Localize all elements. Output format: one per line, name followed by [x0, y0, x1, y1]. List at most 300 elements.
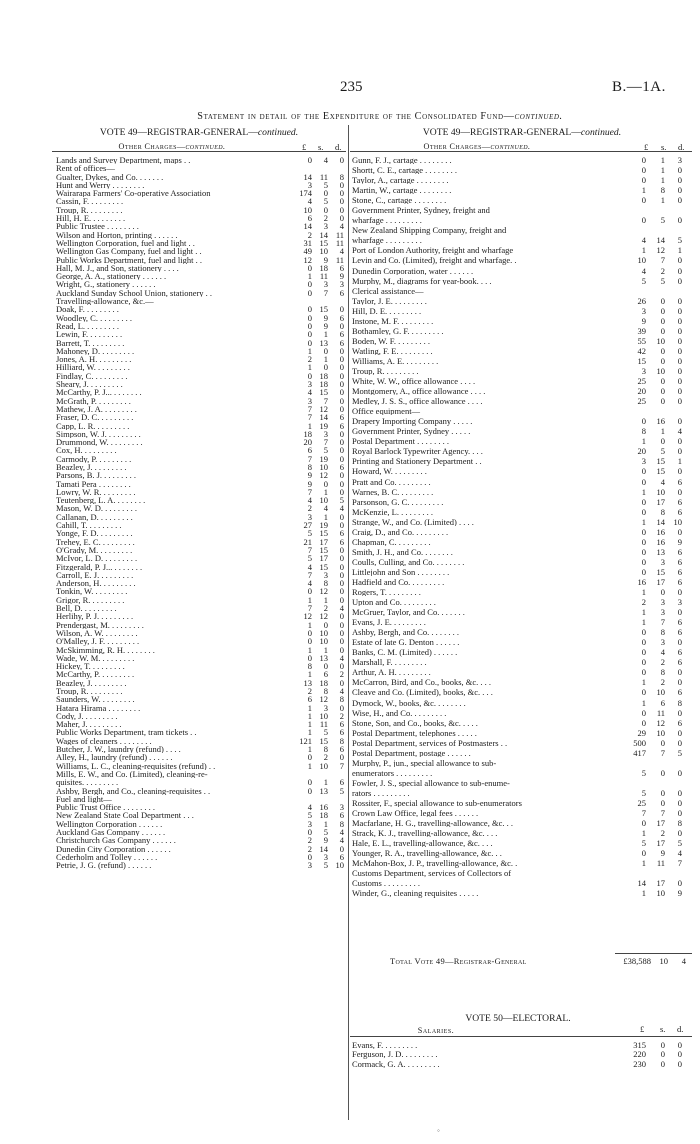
ledger-shillings: 4 — [660, 647, 665, 658]
ledger-row — [56, 455, 346, 463]
ledger-row — [352, 156, 690, 166]
ledger-row — [352, 558, 690, 568]
ledger-shillings: 8 — [323, 744, 328, 755]
ledger-pounds: 14 — [303, 221, 312, 232]
ledger-pounds: 13 — [303, 677, 312, 688]
ledger-row — [56, 189, 346, 197]
ledger-shillings: 12 — [656, 717, 665, 728]
ledger-row — [56, 280, 346, 288]
ledger-pounds: 2 — [641, 597, 646, 608]
ledger-pounds: 29 — [637, 727, 646, 738]
ledger-pounds: 10 — [637, 255, 646, 266]
ledger-pence: 6 — [677, 566, 682, 577]
ledger-pounds: 8 — [641, 426, 646, 437]
ledger-description: Stone, C., cartage . . . . . . . . — [352, 196, 447, 205]
ledger-pence: 6 — [677, 647, 682, 658]
ledger-shillings: 15 — [319, 544, 328, 555]
ledger-shillings: 5 — [323, 727, 328, 738]
ledger-pounds: 500 — [633, 737, 646, 748]
ledger-pence: 4 — [339, 686, 344, 696]
ledger-pence: 6 — [677, 717, 682, 728]
ledger-pence: 0 — [339, 594, 344, 605]
ledger-shillings: 17 — [319, 553, 328, 564]
ledger-shillings: 1 — [323, 594, 328, 605]
ledger-row — [352, 859, 690, 869]
ledger-pence: 0 — [339, 644, 344, 655]
ledger-shillings: 10 — [656, 687, 665, 698]
ledger-description: Yonge, F. D. . . . . . . . . — [56, 529, 133, 538]
ledger-description: enumerators . . . . . . . . . — [352, 768, 433, 778]
ledger-description: Crown Law Office, legal fees . . . . . . — [352, 809, 479, 818]
ledger-description: Drummond, W. . . . . . . . . — [56, 438, 143, 447]
ledger-row — [352, 457, 690, 467]
ledger-description: Wairarapa Farmers' Co-operative Association — [56, 189, 211, 198]
ledger-pence: 0 — [677, 767, 682, 778]
ledger-pounds: 2 — [307, 843, 312, 854]
ledger-shillings: 0 — [660, 325, 665, 336]
ledger-shillings: 0 — [660, 386, 665, 397]
ledger-row — [352, 277, 690, 287]
ledger-description: Herlihy, P. J. . . . . . . . . — [56, 612, 134, 621]
ledger-shillings: 10 — [656, 365, 665, 376]
left-shillings-head: s. — [318, 142, 324, 152]
ledger-pounds: 7 — [307, 412, 312, 423]
ledger-row — [56, 695, 346, 703]
right-pounds-head: £ — [644, 142, 649, 152]
ledger-pounds: 1 — [307, 719, 312, 730]
ledger-row — [352, 548, 690, 558]
ledger-pence: 0 — [677, 396, 682, 407]
ledger-pence: 0 — [339, 354, 344, 365]
ledger-pence: 5 — [677, 838, 682, 849]
ledger-pounds: 8 — [307, 461, 312, 472]
ledger-row — [56, 504, 346, 512]
ledger-description: quisites. . . . . . . . . — [56, 778, 119, 787]
ledger-shillings: 11 — [319, 271, 328, 282]
ledger-row — [56, 778, 346, 786]
ledger-shillings: 9 — [323, 835, 328, 846]
ledger-pounds: 0 — [641, 556, 646, 567]
ledger-pounds: 0 — [641, 848, 646, 859]
ledger-pounds: 121 — [299, 735, 312, 746]
ledger-description: Fitzgerald, P. J... . . . . . . . — [56, 562, 143, 571]
ledger-shillings: 0 — [660, 737, 665, 748]
ledger-row — [56, 836, 346, 844]
ledger-pence: 4 — [677, 848, 682, 859]
ledger-description: Younger, R. A., travelling-allowance, &c. . . — [352, 849, 502, 858]
ledger-description: Murphy, M., diagrams for year-book. . . . — [352, 276, 492, 285]
ledger-pounds: 0 — [641, 717, 646, 728]
ledger-row — [352, 829, 690, 839]
right-subheading-text: Other Charges— — [423, 142, 491, 151]
ledger-shillings: 17 — [656, 496, 665, 507]
ledger-row — [352, 186, 690, 196]
ledger-row — [352, 628, 690, 638]
ledger-pounds: 1 — [307, 644, 312, 655]
ledger-shillings: 3 — [660, 607, 665, 618]
ledger-shillings: 2 — [660, 265, 665, 276]
ledger-pounds: 174 — [299, 188, 312, 199]
ledger-pounds: 0 — [641, 506, 646, 517]
ledger-pounds: 3 — [307, 511, 312, 522]
ledger-shillings: 1 — [660, 155, 665, 165]
ledger-shillings: 9 — [323, 320, 328, 331]
ledger-pounds: 0 — [641, 667, 646, 678]
ledger-pounds: 4 — [307, 495, 312, 506]
ledger-pounds: 6 — [307, 694, 312, 705]
ledger-pence: 7 — [677, 858, 682, 869]
ledger-pounds: 7 — [641, 808, 646, 819]
ledger-pence: 6 — [677, 496, 682, 507]
ledger-description: Royal Barlock Typewriter Agency. . . . — [352, 447, 483, 456]
ledger-row — [352, 668, 690, 678]
ledger-description: Ashby, Bergh, and Co. . . . . . . . — [352, 628, 459, 637]
ledger-shillings: 16 — [319, 802, 328, 813]
ledger-description: Customs Department, services of Collectors of — [352, 869, 512, 878]
ledger-shillings: 7 — [323, 287, 328, 298]
ledger-row — [56, 596, 346, 604]
ledger-pence: 0 — [339, 569, 344, 580]
ledger-row — [352, 759, 690, 769]
ledger-shillings: 3 — [323, 221, 328, 232]
ledger-pounds: 9 — [307, 478, 312, 489]
ledger-description: Read, L. . . . . . . . . — [56, 321, 120, 331]
ledger-row — [56, 488, 346, 496]
ledger-pounds: 0 — [641, 165, 646, 176]
ledger-row — [56, 330, 346, 338]
ledger-description: Lewin, F. . . . . . . . . — [56, 330, 123, 339]
ledger-description: Gualter, Dykes, and Co. . . . . . . — [56, 172, 164, 181]
ledger-pence: 0 — [339, 486, 344, 497]
ledger-pence: 0 — [339, 478, 344, 489]
ledger-row — [56, 753, 346, 761]
ledger-pounds: 1 — [641, 245, 646, 256]
ledger-pence: 3 — [339, 279, 344, 290]
ledger-row — [56, 579, 346, 587]
ledger-pounds: 315 — [633, 1040, 646, 1050]
ledger-description: Williams, L. C., cleaning-requisites (refund) . . — [56, 761, 216, 770]
ledger-shillings: 1 — [660, 426, 665, 437]
ledger-pounds: 4 — [307, 387, 312, 398]
right-ledger — [352, 156, 690, 899]
ledger-description: Wilson, A. W. . . . . . . . . — [56, 628, 138, 638]
ledger-pounds: 3 — [641, 305, 646, 316]
total-line — [346, 956, 690, 966]
ledger-description: New Zealand Shipping Company, freight and — [352, 226, 507, 235]
ledger-pounds: 1 — [307, 744, 312, 755]
ledger-pounds: 1 — [307, 271, 312, 282]
ledger-pence: 4 — [339, 652, 344, 663]
ledger-description: Drapery Importing Company . . . . . — [352, 417, 473, 426]
ledger-pence: 0 — [339, 619, 344, 630]
ledger-row — [56, 745, 346, 753]
ledger-pounds: 0 — [307, 827, 312, 838]
left-subheading-text: Other Charges— — [118, 142, 186, 151]
ledger-shillings: 18 — [319, 379, 328, 390]
ledger-description: McMahon-Box, J. P., travelling-allowance, &c. . — [352, 859, 518, 868]
ledger-pence: 6 — [339, 744, 344, 755]
ledger-row — [56, 197, 346, 205]
ledger-shillings: 1 — [323, 354, 328, 365]
ledger-shillings: 10 — [656, 727, 665, 738]
ledger-row — [352, 397, 690, 407]
ledger-description: McCarron, Bird, and Co., books, &c. . . . — [352, 678, 492, 687]
ledger-shillings: 0 — [660, 587, 665, 598]
ledger-description: Butcher, J. W., laundry (refund) . . . . — [56, 745, 181, 754]
ledger-pence: 0 — [677, 486, 682, 497]
ledger-description: Gunn, F. J., cartage . . . . . . . . — [352, 156, 452, 165]
ledger-pence: 0 — [677, 376, 682, 387]
ledger-description: Hale, E. L., travelling-allowance, &c. . . . — [352, 839, 493, 848]
ledger-pounds: 7 — [307, 403, 312, 414]
ledger-pence: 0 — [339, 320, 344, 331]
ledger-row — [352, 206, 690, 216]
ledger-description: Evans, J. E. . . . . . . . . — [352, 618, 426, 627]
ledger-shillings: 3 — [323, 279, 328, 290]
ledger-pence: 5 — [339, 785, 344, 796]
ledger-description: Strack, K. J., travelling-allowance, &c. . . . — [352, 829, 498, 838]
ledger-pence: 0 — [677, 305, 682, 316]
ledger-pounds: 26 — [637, 295, 646, 306]
left-subheading-cont: continued. — [185, 142, 226, 151]
ledger-shillings: 2 — [660, 677, 665, 688]
ledger-row — [56, 795, 346, 803]
vote50-pence-head: d. — [677, 1024, 684, 1034]
ledger-pounds: 4 — [307, 578, 312, 589]
ledger-pounds: 0 — [641, 195, 646, 206]
ledger-row — [56, 405, 346, 413]
ledger-pounds: 55 — [637, 335, 646, 346]
ledger-shillings: 1 — [323, 818, 328, 829]
ledger-shillings: 0 — [323, 188, 328, 199]
ledger-pounds: 1 — [641, 697, 646, 708]
ledger-shillings: 15 — [319, 237, 328, 248]
ledger-row — [56, 430, 346, 438]
ledger-shillings: 1 — [660, 165, 665, 176]
ledger-row — [352, 196, 690, 206]
ledger-description: Estate of late G. Denton . . . . . . — [352, 638, 460, 647]
ledger-pence: 0 — [677, 607, 682, 618]
ledger-shillings: 0 — [323, 345, 328, 356]
column-divider — [348, 125, 349, 1120]
ledger-description: Dunedin Corporation, water . . . . . . — [352, 266, 474, 275]
ledger-pence: 4 — [339, 503, 344, 514]
ledger-row — [352, 407, 690, 417]
ledger-shillings: 0 — [323, 661, 328, 672]
ledger-description: Wellington Corporation, fuel and light . . — [56, 238, 195, 248]
ledger-description: Port of London Authority, freight and wharfage — [352, 246, 514, 255]
ledger-shillings: 0 — [660, 798, 665, 808]
ledger-pounds: 0 — [641, 546, 646, 557]
ledger-pence: 2 — [339, 710, 344, 721]
ledger-pounds: 1 — [307, 362, 312, 373]
ledger-shillings: 13 — [656, 546, 665, 557]
ledger-shillings: 4 — [660, 476, 665, 487]
ledger-pence: 0 — [677, 526, 682, 537]
ledger-pence: 0 — [677, 808, 682, 819]
left-vote-heading-cont: continued. — [257, 127, 299, 138]
ledger-pence: 6 — [677, 556, 682, 567]
ledger-pence: 0 — [339, 379, 344, 390]
ledger-row — [56, 637, 346, 645]
ledger-description: Strange, W., and Co. (Limited) . . . . — [352, 517, 474, 526]
ledger-description: Wellington Gas Company, fuel and light . . — [56, 247, 202, 256]
ledger-description: Troup, R. . . . . . . . . — [56, 205, 123, 215]
ledger-description: Bell, D. . . . . . . . . — [56, 604, 117, 613]
ledger-description: Anderson, H. . . . . . . . . — [56, 579, 136, 588]
ledger-shillings: 7 — [660, 255, 665, 266]
ledger-pence: 6 — [339, 337, 344, 348]
ledger-row — [352, 267, 690, 277]
ledger-pounds: 0 — [641, 476, 646, 487]
ledger-shillings: 10 — [319, 246, 328, 257]
left-vote-heading-text: VOTE 49—REGISTRAR-GENERAL— — [99, 127, 258, 138]
ledger-row — [56, 347, 346, 355]
ledger-description: Banks, C. M. (Limited) . . . . . . — [352, 648, 458, 657]
ledger-shillings: 10 — [319, 710, 328, 721]
ledger-description: Hall, M. J., and Son, stationery . . . . — [56, 263, 179, 273]
ledger-shillings: 13 — [319, 785, 328, 796]
ledger-shillings: 17 — [656, 576, 665, 587]
ledger-description: Parsonson, G. C. . . . . . . . . — [352, 497, 444, 506]
ledger-pence: 0 — [339, 345, 344, 356]
ledger-shillings: 0 — [660, 1058, 665, 1069]
ledger-shillings: 15 — [319, 528, 328, 539]
ink-mark: ◦ — [437, 1126, 440, 1135]
ledger-pence: 0 — [677, 828, 682, 839]
ledger-pounds: 18 — [303, 428, 312, 439]
ledger-pence: 0 — [339, 370, 344, 381]
ledger-row — [56, 164, 346, 172]
ledger-pounds: 0 — [641, 818, 646, 829]
ledger-pounds: 9 — [307, 470, 312, 481]
ledger-shillings: 14 — [319, 412, 328, 423]
ledger-pence: 8 — [677, 818, 682, 829]
ledger-row — [352, 889, 690, 899]
ledger-pounds: 0 — [307, 785, 312, 796]
ledger-row — [352, 498, 690, 508]
ledger-row — [56, 704, 346, 712]
ledger-row — [56, 654, 346, 662]
ledger-row — [352, 1060, 690, 1069]
ledger-shillings: 8 — [660, 506, 665, 517]
ledger-pence: 6 — [339, 312, 344, 323]
ledger-shillings: 5 — [660, 275, 665, 286]
ledger-pounds: 49 — [303, 246, 312, 257]
ledger-description: Petrie, J. G. (refund) . . . . . . — [56, 861, 152, 870]
ledger-description: McCarthy, P. J... . . . . . . . — [56, 388, 142, 397]
ledger-pence: 0 — [339, 403, 344, 414]
ledger-pounds: 417 — [633, 747, 646, 758]
ledger-pounds: 0 — [641, 175, 646, 186]
ledger-pounds: 220 — [633, 1049, 646, 1060]
ledger-pounds: 3 — [307, 379, 312, 390]
ledger-pence: 0 — [339, 677, 344, 688]
ledger-pence: 0 — [677, 446, 682, 457]
ledger-pence: 1 — [677, 245, 682, 256]
ledger-pounds: 9 — [641, 315, 646, 326]
ledger-pounds: 20 — [637, 446, 646, 457]
ledger-row — [56, 646, 346, 654]
vote50-heading: VOTE 50—ELECTORAL. — [465, 1013, 571, 1024]
ledger-description: Findlay, C. . . . . . . . . — [56, 371, 128, 381]
ledger-shillings: 5 — [323, 860, 328, 871]
ledger-pence: 0 — [677, 416, 682, 427]
ledger-description: Dymock, W., books, &c. . . . . . . . — [352, 698, 466, 707]
ledger-row — [56, 762, 346, 770]
ledger-row — [56, 538, 346, 546]
ledger-pence: 0 — [677, 878, 682, 889]
ledger-pence: 6 — [339, 536, 344, 547]
statement-title — [62, 111, 698, 122]
ledger-description: Littlejohn and Son . . . . . . . . — [352, 567, 450, 577]
ledger-pence: 8 — [339, 818, 344, 829]
left-pounds-head: £ — [302, 142, 307, 152]
ledger-shillings: 1 — [323, 329, 328, 340]
ledger-shillings: 5 — [323, 179, 328, 190]
ledger-shillings: 10 — [319, 627, 328, 638]
ledger-pounds: 0 — [641, 416, 646, 427]
ledger-pence: 6 — [677, 687, 682, 698]
ledger-shillings: 16 — [656, 526, 665, 537]
ledger-pounds: 1 — [641, 858, 646, 869]
ledger-shillings: 14 — [319, 229, 328, 240]
ledger-row — [56, 662, 346, 670]
ledger-row — [352, 166, 690, 176]
ledger-description: Cederholm and Tolley . . . . . . — [56, 852, 158, 862]
ledger-shillings: 0 — [660, 436, 665, 447]
ledger-pounds: 0 — [641, 566, 646, 577]
ledger-description: Hunt and Werry . . . . . . . . — [56, 180, 145, 190]
ledger-row — [56, 222, 346, 230]
ledger-row — [56, 463, 346, 471]
ledger-description: Hill, D. E. . . . . . . . . — [352, 306, 422, 315]
ledger-shillings: 7 — [660, 747, 665, 758]
ledger-pence: 4 — [339, 221, 344, 232]
ledger-shillings: 7 — [660, 617, 665, 628]
ledger-row — [56, 206, 346, 214]
ledger-description: rators . . . . . . . . . — [352, 788, 410, 798]
ledger-pounds: 4 — [641, 265, 646, 276]
ledger-description: Public Trustee . . . . . . . . — [56, 222, 139, 231]
ledger-row — [56, 231, 346, 239]
ledger-shillings: 3 — [323, 428, 328, 439]
ledger-row — [352, 427, 690, 437]
ledger-row — [352, 779, 690, 789]
total-pounds: £38,588 — [623, 956, 651, 966]
ledger-pence: 8 — [339, 694, 344, 705]
ledger-shillings: 5 — [660, 215, 665, 226]
ledger-row — [56, 247, 346, 255]
ledger-pence: 0 — [677, 165, 682, 176]
ledger-shillings: 0 — [660, 355, 665, 366]
ledger-pounds: 14 — [637, 878, 646, 889]
ledger-pounds: 2 — [307, 354, 312, 365]
ledger-pounds: 0 — [641, 637, 646, 648]
ledger-row — [352, 508, 690, 518]
ledger-pounds: 1 — [641, 185, 646, 196]
ledger-pence: 0 — [339, 586, 344, 597]
ledger-pence: 0 — [339, 511, 344, 522]
ledger-pounds: 1 — [641, 436, 646, 447]
ledger-pence: 0 — [339, 362, 344, 373]
ledger-description: Beazley, J. . . . . . . . . — [56, 462, 127, 472]
ledger-description: Pratt and Co. . . . . . . . . — [352, 477, 431, 486]
ledger-pence: 5 — [339, 495, 344, 506]
ledger-row — [56, 554, 346, 562]
ledger-description: McCarthy, P. . . . . . . . . — [56, 670, 135, 679]
ledger-description: Travelling-allowance, &c.— — [56, 297, 154, 306]
